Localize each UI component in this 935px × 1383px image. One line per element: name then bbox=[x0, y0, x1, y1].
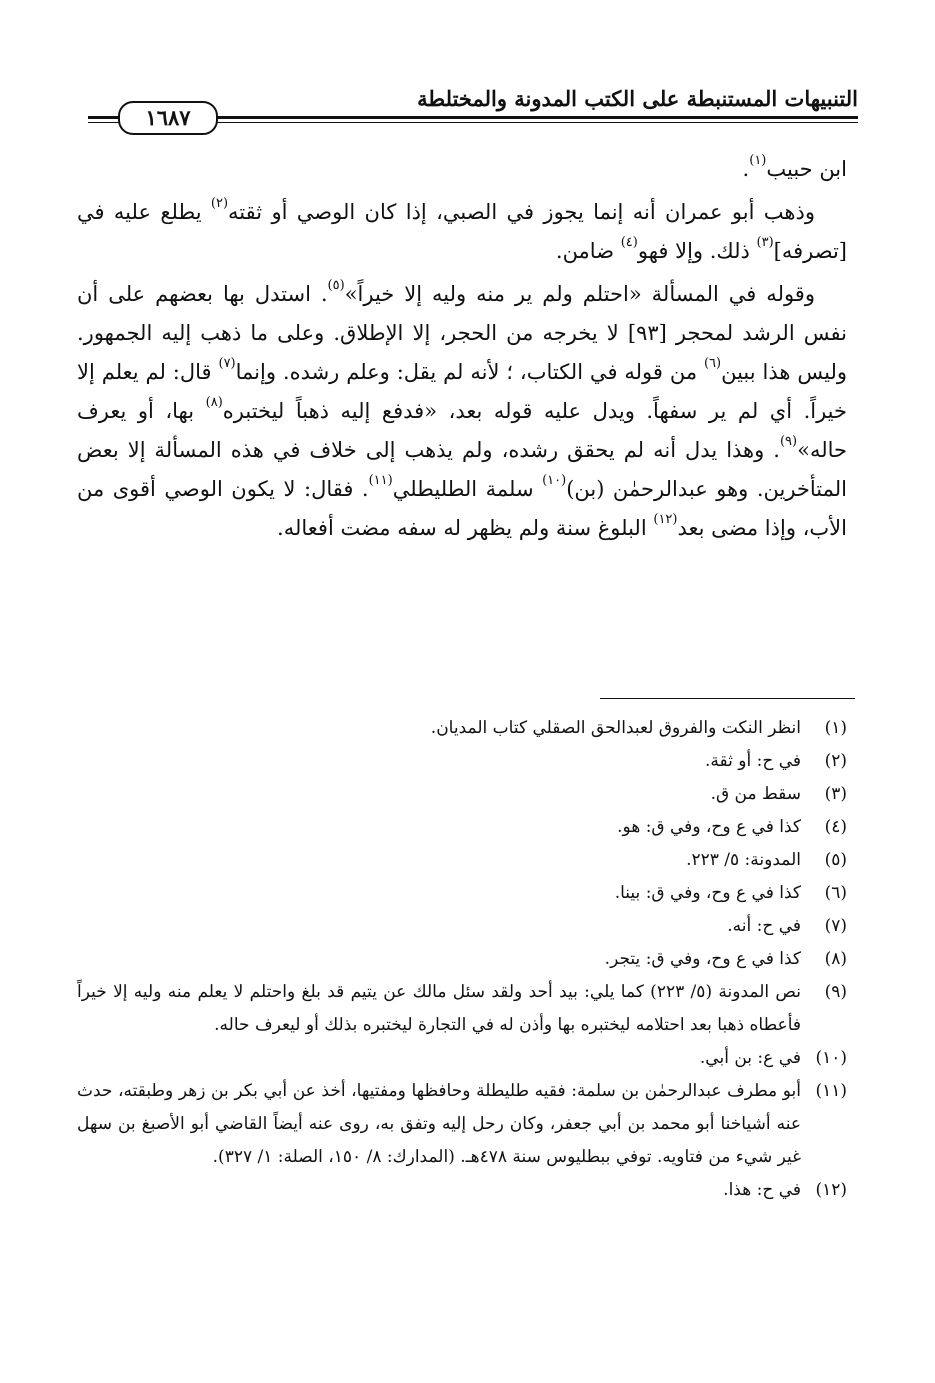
footnote-number: (٦) bbox=[824, 883, 847, 903]
text-segment: ضامن. bbox=[555, 239, 621, 263]
footnote bbox=[77, 745, 847, 778]
footnote-number: (١٠) bbox=[815, 1048, 847, 1068]
text-segment: يطلع عليه في [تصرفه] bbox=[77, 200, 847, 263]
footnote bbox=[77, 778, 847, 811]
footnote-number: (٧) bbox=[824, 916, 847, 936]
footnote-text: أبو مطرف عبدالرحمٰن بن سلمة: فقيه طليطلة وحافظها ومفتيها، أخذ عن أبي بكر بن زهر وطبقته، حدث عنه أشياخنا أبو محمد بن أبي جعفر، وكان رحل إليه وتفق به، روى عنه أيضاً القاضي أبو الأصبغ بن سهل غير شيء من فتاويه. توفي ببطليوس سنة ٤٧٨هـ. (المدارك: ٨/ ١٥٠، الصلة: ١/ ٣٢٧). bbox=[77, 1081, 801, 1167]
footnote-ref: (٥) bbox=[327, 278, 345, 293]
footnote-text: في ح: أنه. bbox=[727, 916, 801, 936]
footnote bbox=[77, 1075, 847, 1174]
footnote-separator bbox=[600, 698, 855, 699]
footnote-number: (١٢) bbox=[815, 1180, 847, 1200]
footnote-text: كذا في ع وح، وفي ق: بينا. bbox=[614, 883, 801, 903]
footnote-number: (١) bbox=[824, 718, 847, 738]
footnote-number: (٤) bbox=[824, 817, 847, 837]
footnote-number: (٨) bbox=[824, 949, 847, 969]
text-segment: سلمة الطليطلي bbox=[392, 477, 543, 501]
text-segment: وذهب أبو عمران أنه إنما يجوز في الصبي، إذا كان الوصي أو ثقته bbox=[228, 200, 815, 224]
footnote-ref: (٨) bbox=[205, 395, 223, 410]
footnote-text: المدونة: ٥/ ٢٢٣. bbox=[686, 850, 801, 870]
text-segment: ابن حبيب bbox=[766, 157, 847, 181]
page-header bbox=[88, 78, 858, 138]
footnote bbox=[77, 976, 847, 1042]
footnote-text: في ح: أو ثقة. bbox=[705, 751, 801, 771]
footnote-text: انظر النكت والفروق لعبدالحق الصقلي كتاب المديان. bbox=[430, 718, 801, 738]
footnote-ref: (١٠) bbox=[542, 473, 567, 488]
footnote-ref: (٤) bbox=[620, 235, 638, 250]
footnote-text: في ع: بن أبي. bbox=[699, 1048, 801, 1068]
footnotes bbox=[77, 712, 847, 1207]
text-segment: . وهذا يدل أنه لم يحقق رشده، ولم يذهب إلى خلاف في هذه المسألة إلا بعض المتأخرين. وهو عبدالرحمٰن (بن) bbox=[77, 438, 848, 501]
footnote bbox=[77, 1042, 847, 1075]
footnote bbox=[77, 943, 847, 976]
footnote bbox=[77, 1174, 847, 1207]
paragraph bbox=[77, 193, 847, 271]
footnote-ref: (٦) bbox=[703, 356, 722, 371]
footnote bbox=[77, 910, 847, 943]
page-number: ١٦٨٧ bbox=[118, 101, 218, 135]
footnote-number: (٥) bbox=[824, 850, 847, 870]
footnote-ref: (٢) bbox=[210, 196, 229, 211]
text-segment: قال: لم يعلم إلا خيراً. أي لم ير سفهاً. ويدل عليه قوله بعد، «فدفع إليه ذهباً ليختبره bbox=[77, 360, 847, 423]
text-segment: . استدل بها بعضهم على أن نفس الرشد لمحجر [٩٣] لا يخرجه من الحجر، إلا الإطلاق. وعلى ما ذهب إليه الجمهور. وليس هذا ببين bbox=[77, 282, 848, 384]
footnote bbox=[77, 811, 847, 844]
text-segment: . فقال: لا يكون الوصي أقوى من الأب، وإذا مضى بعد bbox=[77, 477, 847, 540]
running-title: التنبيهات المستنبطة على الكتب المدونة والمختلطة bbox=[417, 86, 858, 111]
main-text bbox=[77, 150, 847, 552]
text-segment: ذلك. وإلا فهو bbox=[637, 239, 757, 263]
footnote-ref: (٣) bbox=[756, 235, 774, 250]
footnote-text: نص المدونة (٥/ ٢٢٣) كما يلي: بيد أحد ولقد سئل مالك عن يتيم قد بلغ واحتلم لا يعلم منه وليه إلا خيراً فأعطاه ذهبا بعد احتلامه ليختبره بها وأذن له في التجارة ليختبره بذلك أو ليعرف حاله. bbox=[77, 982, 801, 1035]
footnote-text: سقط من ق. bbox=[710, 784, 801, 804]
footnote-ref: (١١) bbox=[368, 473, 393, 488]
footnote bbox=[77, 877, 847, 910]
footnote-ref: (١) bbox=[749, 153, 767, 168]
footnote-text: في ح: هذا. bbox=[723, 1180, 801, 1200]
footnote bbox=[77, 844, 847, 877]
text-segment: البلوغ سنة ولم يظهر له سفه مضت أفعاله. bbox=[277, 516, 654, 540]
paragraph bbox=[77, 275, 847, 548]
footnote-number: (١١) bbox=[815, 1081, 847, 1101]
footnote-number: (٢) bbox=[824, 751, 847, 771]
footnote-text: كذا في ع وح، وفي ق: هو. bbox=[617, 817, 801, 837]
text-segment: وقوله في المسألة «احتلم ولم ير منه وليه إلا خيراً» bbox=[344, 282, 815, 306]
text-segment: بها، أو يعرف حاله» bbox=[77, 399, 847, 462]
text-segment: من قوله في الكتاب، ؛ لأنه لم يقل: وعلم رشده. وإنما bbox=[235, 360, 704, 384]
footnote-ref: (١٢) bbox=[653, 512, 678, 527]
paragraph bbox=[77, 150, 847, 189]
footnote-ref: (٩) bbox=[779, 434, 798, 449]
footnote-number: (٩) bbox=[824, 982, 847, 1002]
text-segment: . bbox=[742, 157, 750, 181]
footnote bbox=[77, 712, 847, 745]
footnote-ref: (٧) bbox=[218, 356, 236, 371]
footnote-text: كذا في ع وح، وفي ق: يتجر. bbox=[604, 949, 801, 969]
footnote-number: (٣) bbox=[824, 784, 847, 804]
